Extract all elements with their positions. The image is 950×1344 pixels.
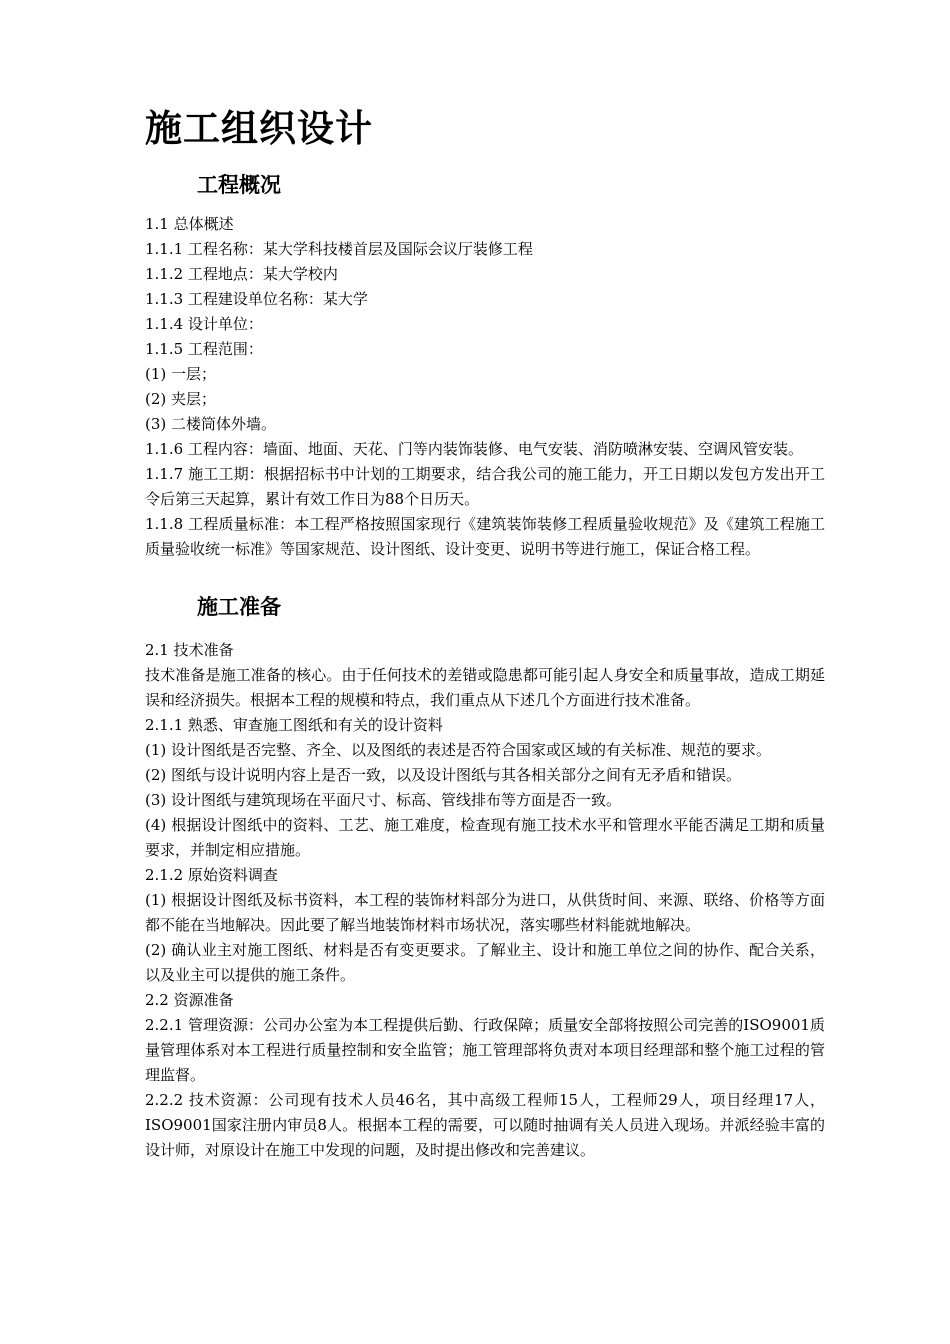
paragraph: 1.1 总体概述 [145, 215, 234, 233]
paragraph: (2) 夹层； [145, 390, 217, 408]
paragraph: (1) 一层； [145, 365, 217, 383]
paragraph: 1.1.4 设计单位： [145, 315, 263, 333]
paragraph: (4) 根据设计图纸中的资料、工艺、施工难度，检查现有施工技术水平和管理水平能否满足工期和质量要求，并制定相应措施。 [145, 816, 825, 859]
paragraph: 1.1.3 工程建设单位名称：某大学 [145, 290, 368, 308]
paragraph: 技术准备是施工准备的核心。由于任何技术的差错或隐患都可能引起人身安全和质量事故，造成工期延误和经济损失。根据本工程的规模和特点，我们重点从下述几个方面进行技术准备。 [145, 666, 825, 709]
section-preparation [145, 638, 825, 1163]
document-body [145, 104, 825, 1163]
paragraph: 1.1.2 工程地点：某大学校内 [145, 265, 338, 283]
paragraph: (2) 确认业主对施工图纸、材料是否有变更要求。了解业主、设计和施工单位之间的协作、配合关系，以及业主可以提供的施工条件。 [145, 941, 825, 984]
section-heading-preparation: 施工准备 [197, 594, 281, 619]
paragraph: 2.1.1 熟悉、审查施工图纸和有关的设计资料 [145, 716, 443, 734]
paragraph: 2.2.1 管理资源：公司办公室为本工程提供后勤、行政保障；质量安全部将按照公司完善的ISO9001质量管理体系对本工程进行质量控制和安全监管；施工管理部将负责对本项目经理部和整个施工过程的管理监督。 [145, 1016, 825, 1084]
paragraph: 1.1.5 工程范围： [145, 340, 263, 358]
paragraph: (1) 根据设计图纸及标书资料，本工程的装饰材料部分为进口，从供货时间、来源、联络、价格等方面都不能在当地解决。因此要了解当地装饰材料市场状况，落实哪些材料能就地解决。 [145, 891, 825, 934]
paragraph: (2) 图纸与设计说明内容上是否一致，以及设计图纸与其各相关部分之间有无矛盾和错误。 [145, 766, 742, 784]
paragraph: 1.1.1 工程名称：某大学科技楼首层及国际会议厅装修工程 [145, 240, 533, 258]
paragraph: 2.2.2 技术资源：公司现有技术人员46名，其中高级工程师15人，工程师29人，项目经理17人，ISO9001国家注册内审员8人。根据本工程的需要，可以随时抽调有关人员进入现场。并派经验丰富的设计师，对原设计在施工中发现的问题，及时提出修改和完善建议。 [145, 1091, 825, 1159]
paragraph: 1.1.6 工程内容：墙面、地面、天花、门等内装饰装修、电气安装、消防喷淋安装、空调风管安装。 [145, 440, 803, 458]
document-title: 施工组织设计 [145, 106, 373, 150]
paragraph: 2.1 技术准备 [145, 641, 234, 659]
paragraph: (1) 设计图纸是否完整、齐全、以及图纸的表述是否符合国家或区域的有关标准、规范的要求。 [145, 741, 772, 759]
section-heading-overview: 工程概况 [197, 172, 281, 197]
paragraph: 1.1.7 施工工期：根据招标书中计划的工期要求，结合我公司的施工能力，开工日期以发包方发出开工令后第三天起算，累计有效工作日为88个日历天。 [145, 465, 825, 508]
paragraph: 1.1.8 工程质量标准：本工程严格按照国家现行《建筑装饰装修工程质量验收规范》及《建筑工程施工质量验收统一标准》等国家规范、设计图纸、设计变更、说明书等进行施工，保证合格工程。 [145, 515, 825, 558]
paragraph: (3) 设计图纸与建筑现场在平面尺寸、标高、管线排布等方面是否一致。 [145, 791, 622, 809]
section-overview [145, 212, 825, 562]
paragraph: 2.2 资源准备 [145, 991, 234, 1009]
paragraph: 2.1.2 原始资料调查 [145, 866, 278, 884]
paragraph: (3) 二楼筒体外墙。 [145, 415, 277, 433]
